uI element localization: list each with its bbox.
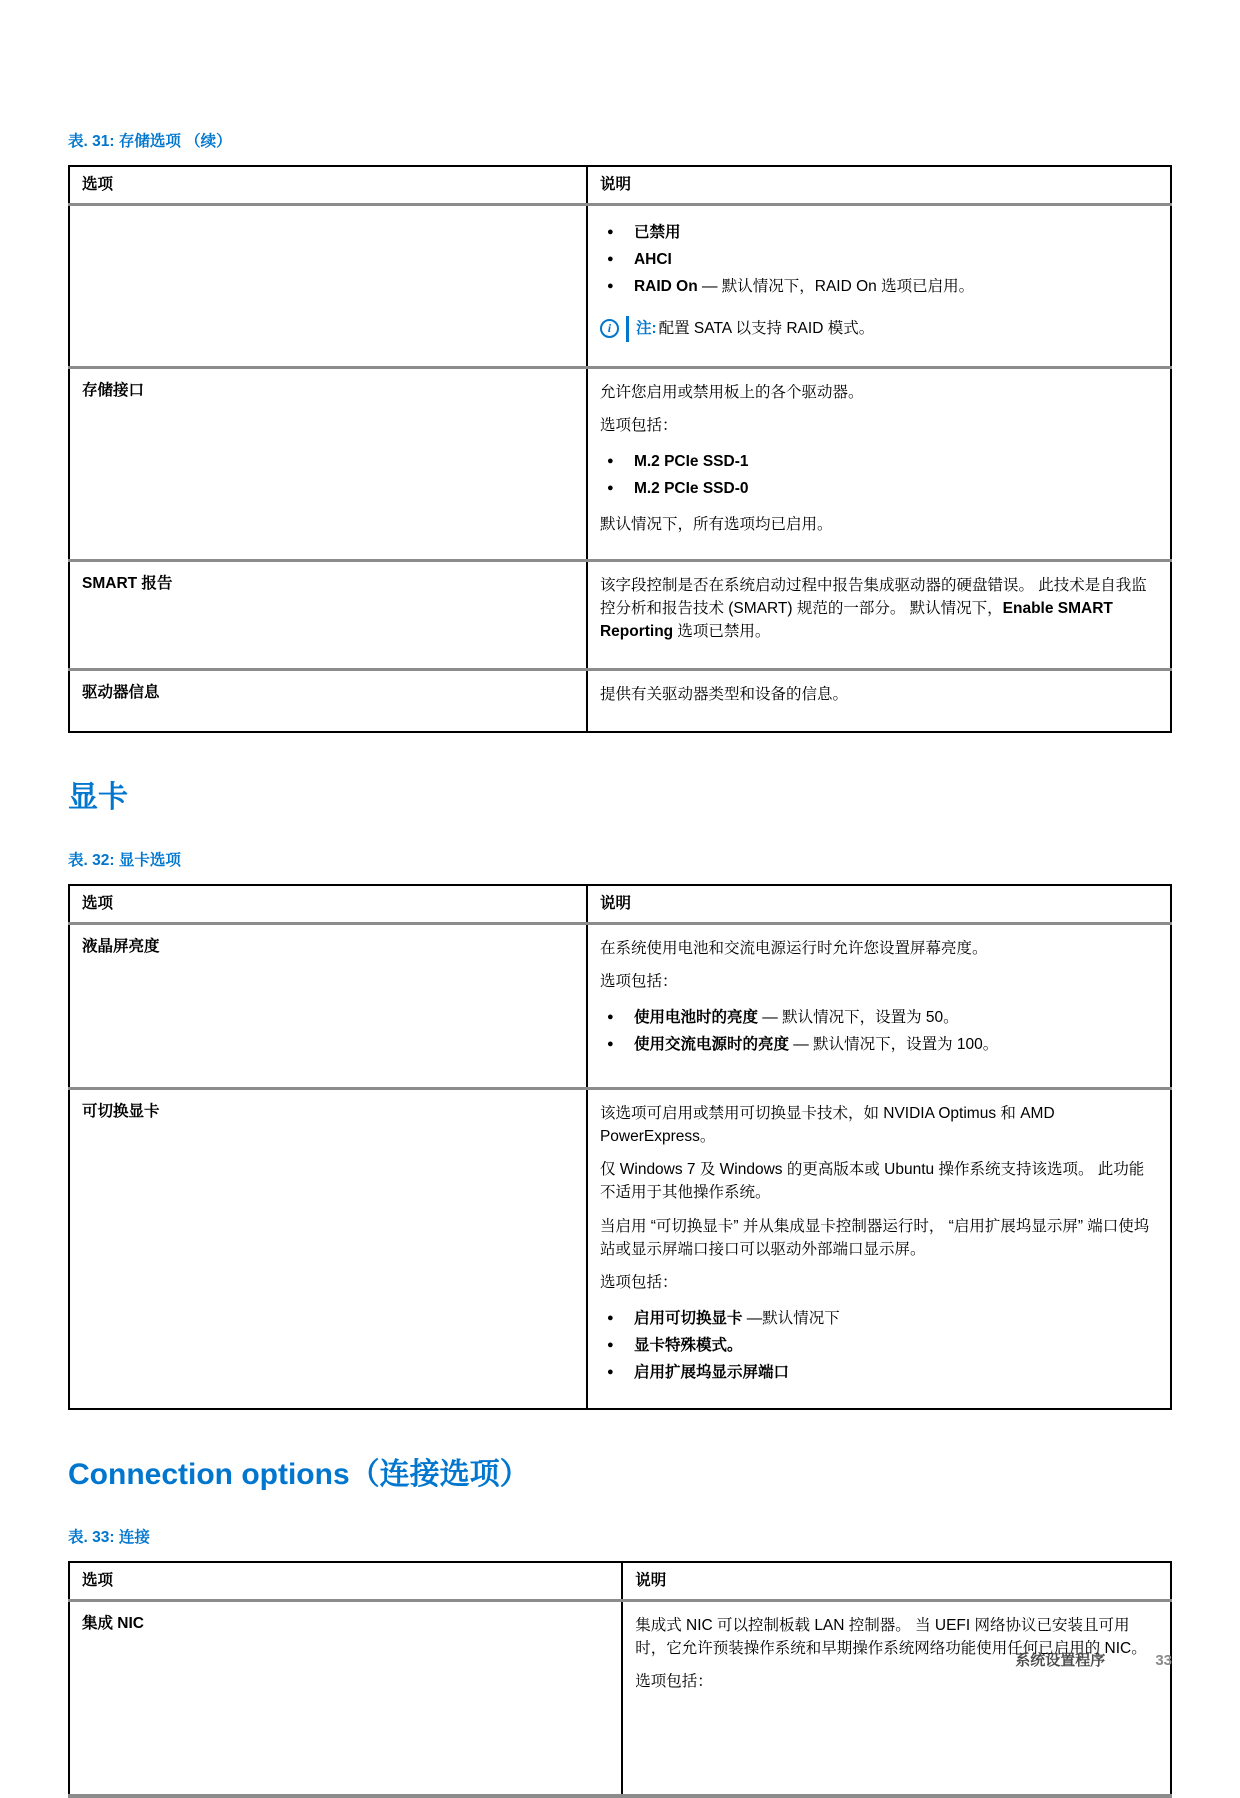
table31-row4-desc [587, 669, 1171, 732]
table32-col-desc: 说明 [587, 885, 1171, 923]
paragraph: 允许您启用或禁用板上的各个驱动器。 [599, 383, 864, 401]
options-list [600, 219, 1156, 300]
table31-row2-desc [587, 367, 1171, 560]
table33-connection [68, 1561, 1172, 1797]
list-item: ● 使用交流电源时的亮度 — 默认情况下，设置为 100。 [600, 1031, 1156, 1058]
table32-display-options [68, 884, 1172, 1409]
paragraph: 选项包括： [599, 1274, 678, 1291]
table-row [69, 560, 1171, 669]
table31-row3-desc [587, 560, 1171, 669]
section-heading-connection: Connection options（连接选项） [68, 1457, 530, 1491]
note-box [600, 316, 1156, 342]
options-list [600, 1004, 1156, 1058]
section-heading-display: 显卡 [68, 780, 128, 814]
table-row [69, 204, 1171, 367]
table33-col-option: 选项 [69, 1562, 622, 1600]
paragraph: 提供有关驱动器类型和设备的信息。 [599, 685, 848, 703]
table33-col-desc: 说明 [622, 1562, 1171, 1600]
paragraph: 选项包括： [599, 416, 678, 434]
info-icon: i [600, 319, 619, 338]
table32-row1-option: 液晶屏亮度 [69, 923, 587, 1088]
table33-row1-desc [622, 1600, 1171, 1796]
paragraph: 该选项可启用或禁用可切换显卡技术，如 NVIDIA Optimus 和 AMD PowerExpress。 [599, 1104, 1055, 1145]
table33-caption: 表. 33: 连接 [68, 1529, 150, 1546]
table33-row1-option: 集成 NIC [69, 1600, 622, 1796]
paragraph: 在系统使用电池和交流电源运行时允许您设置屏幕亮度。 [599, 939, 988, 957]
table31-storage-options [68, 165, 1172, 732]
paragraph: 当启用 “可切换显卡” 并从集成显卡控制器运行时， “启用扩展坞显示屏” 端口使坞站或显示屏端口接口可以驱动外部端口显示屏。 [599, 1217, 1150, 1258]
list-item: ● 已禁用 [600, 219, 1156, 246]
page-footer [1015, 1650, 1172, 1673]
paragraph: 仅 Windows 7 及 Windows 的更高版本或 Ubuntu 操作系统支持该选项。 此功能不适用于其他操作系统。 [599, 1161, 1145, 1202]
note-text: 注: 配置 SATA 以支持 RAID 模式。 [635, 319, 875, 337]
footer-page-number: 33 [1155, 1652, 1172, 1669]
table33-header-row [69, 1562, 1171, 1600]
list-item: ● M.2 PCIe SSD-1 [600, 448, 1156, 475]
table32-row2-desc [587, 1088, 1171, 1409]
paragraph: 默认情况下，所有选项均已启用。 [599, 516, 833, 533]
list-item: ● 显卡特殊模式。 [600, 1332, 1156, 1359]
table31-row3-option: SMART 报告 [69, 560, 587, 669]
table32-row1-desc [587, 923, 1171, 1088]
options-list [600, 448, 1156, 502]
table32-caption: 表. 32: 显卡选项 [68, 852, 181, 869]
page-content [68, 0, 1172, 1798]
options-list [600, 1305, 1156, 1386]
table31-row2-option: 存储接口 [69, 367, 587, 560]
list-item: ● RAID On — 默认情况下，RAID On 选项已启用。 [600, 273, 1156, 300]
list-item: ● 启用可切换显卡 —默认情况下 [600, 1305, 1156, 1332]
table31-col-desc: 说明 [587, 166, 1171, 204]
paragraph: 选项包括： [599, 972, 678, 990]
table32-col-option: 选项 [69, 885, 587, 923]
table31-row1-option [69, 204, 587, 367]
list-item: ● 使用电池时的亮度 — 默认情况下，设置为 50。 [600, 1004, 1156, 1031]
table31-row4-option: 驱动器信息 [69, 669, 587, 732]
table-row [69, 367, 1171, 560]
table31-row1-desc [587, 204, 1171, 367]
paragraph: 该字段控制是否在系统启动过程中报告集成驱动器的硬盘错误。 此技术是自我监控分析和报告技术 (SMART) 规范的一部分。 默认情况下，Enable SMART Reporting 选项已禁用。 [599, 576, 1147, 640]
list-item: ● M.2 PCIe SSD-0 [600, 475, 1156, 502]
footer-section-title: 系统设置程序 [1015, 1652, 1106, 1669]
table-row [69, 923, 1171, 1088]
table32-header-row [69, 885, 1171, 923]
table-row [69, 1088, 1171, 1409]
table31-caption: 表. 31: 存储选项 （续） [68, 133, 232, 150]
list-item: ● 启用扩展坞显示屏端口 [600, 1359, 1156, 1386]
table31-header-row [69, 166, 1171, 204]
table-row [69, 669, 1171, 732]
table31-col-option: 选项 [69, 166, 587, 204]
paragraph: 集成式 NIC 可以控制板载 LAN 控制器。 当 UEFI 网络协议已安装且可用时，它允许预装操作系统和早期操作系统网络功能使用任何已启用的 NIC。 [635, 1616, 1147, 1657]
list-item: ● AHCI [600, 246, 1156, 273]
paragraph: 选项包括： [635, 1673, 713, 1690]
note-divider [626, 316, 629, 342]
table32-row2-option: 可切换显卡 [69, 1088, 587, 1409]
table-row [69, 1600, 1171, 1796]
